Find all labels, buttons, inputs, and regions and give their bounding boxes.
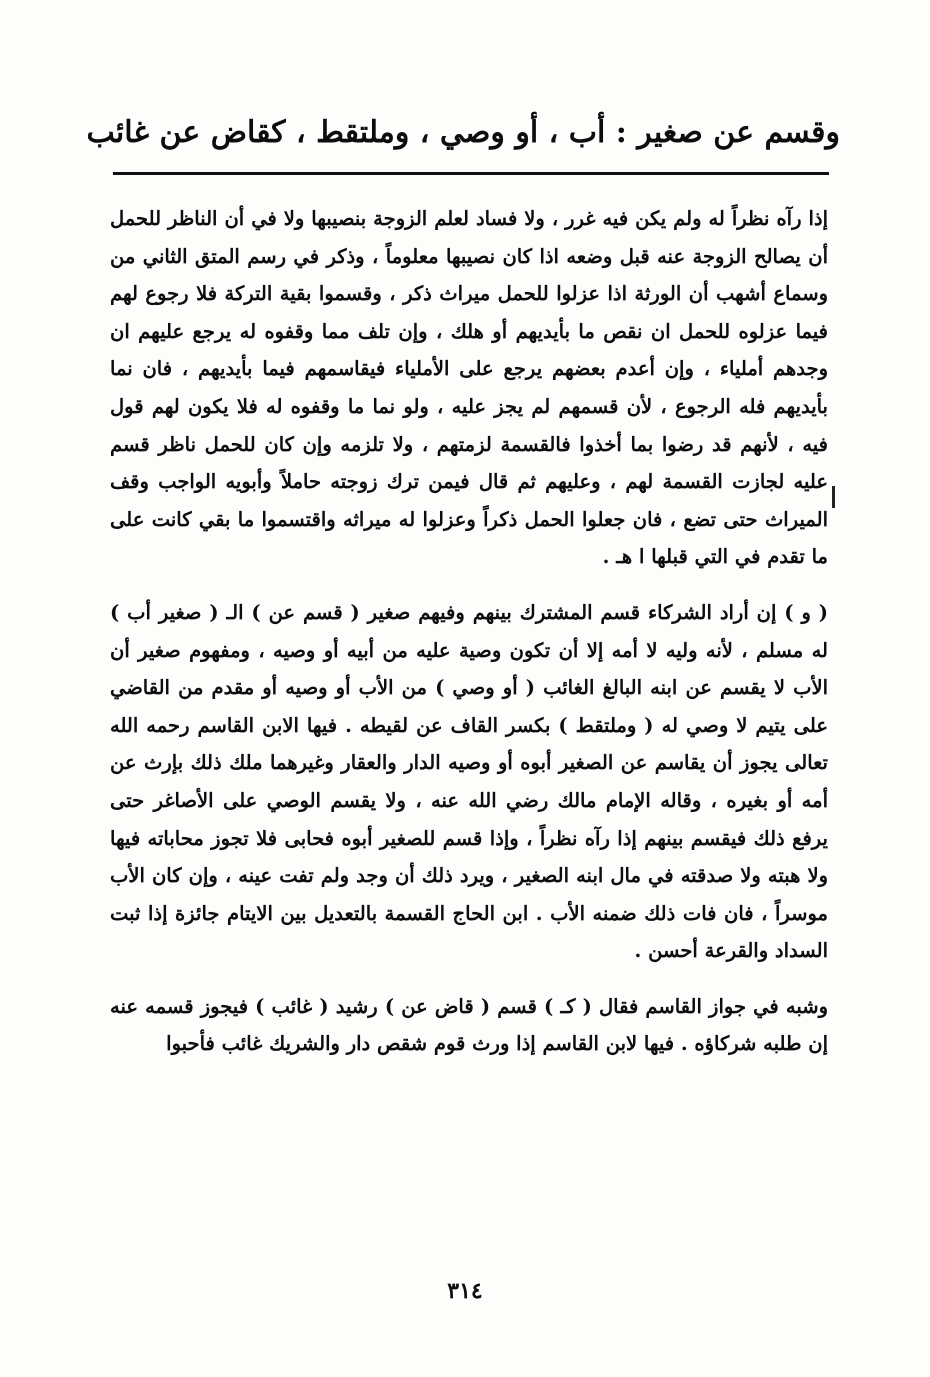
page-number: ٣١٤ bbox=[447, 1278, 483, 1304]
commentary-body bbox=[110, 200, 828, 1063]
commentary-paragraph-3: وشبه في جواز القاسم فقال ( كـ ) قسم ( قاض عن ) رشيد ( غائب ) فيجوز قسمه عنه إن طلبه شركاؤه . فيها لابن القاسم إذا ورث قوم شقص دار والشريك غائب فأحبوا bbox=[110, 994, 828, 1056]
commentary-paragraph-2: ( و ) إن أراد الشركاء قسم المشترك بينهم وفيهم صغير ( قسم عن ) الـ ( صغير أب ) له مسلم ، لأنه وليه لا أمه إلا أن تكون وصية عليه من أبيه أو وصيه ، ومفهوم صغير أن الأب لا يقسم عن ابنه البالغ الغائب ( أو وصي ) من الأب أو وصيه أو مقدم من القاضي على يتيم لا وصي له ( وملتقط ) بكسر القاف عن لقيطه . فيها الابن القاسم رحمه الله تعالى يجوز أن يقاسم عن الصغير أبوه أو وصيه الدار والعقار وغيرهما ملك ذلك بإرث عن أمه أو بغيره ، وقاله الإمام مالك رضي الله عنه ، ولا يقسم الوصي على الأصاغر حتى يرفع ذلك فيقسم بينهم إذا رآه نظراً ، وإذا قسم للصغير أبوه فحابى فلا تجوز محاباته فيها ولا هبته ولا صدقته في مال ابنه الصغير ، ويرد ذلك أن وجد ولم تفت عينه ، وإن كان الأب موسراً ، فان فات ذلك ضمنه الأب . ابن الحاج القسمة بالتعديل بين الايتام جائزة إذا ثبت السداد والقرعة أحسن . bbox=[110, 600, 828, 963]
poem-verse-header: وقسم عن صغير : أب ، أو وصي ، وملتقط ، كقاض عن غائب bbox=[86, 115, 840, 150]
margin-mark bbox=[832, 486, 835, 508]
header-divider-rule bbox=[113, 172, 829, 175]
commentary-paragraph-1: إذا رآه نظراً له ولم يكن فيه غرر ، ولا فساد لعلم الزوجة بنصيبها ولا في أن الناظر للحمل أن يصالح الزوجة عنه قبل وضعه اذا كان نصيبها معلوماً ، وذكر في رسم المتق الثاني من وسماع أشهب أن الورثة اذا عزلوا للحمل ميراث ذكر ، وقسموا بقية التركة فلا رجوع لهم فيما عزلوه للحمل ان نقص ما بأيديهم أو هلك ، وإن تلف مما وقفوه له يرجع عليهم ان وجدهم أملياء ، وإن أعدم بعضهم يرجع على الأملياء فيقاسمهم فيما بأيديهم ، فان نما بأيديهم فله الرجوع ، لأن قسمهم لم يجز عليه ، ولو نما ما وقفوه له فلا يكون لهم قول فيه ، لأنهم قد رضوا بما أخذوا فالقسمة لزمتهم ، ولا تلزمه وإن كان للحمل ناظر قسم عليه لجازت القسمة لهم ، وعليهم ثم قال فيمن ترك زوجته حاملاً وأبويه الواجب وقف الميراث حتى تضع ، فان جعلوا الحمل ذكراً وعزلوا له ميراثه واقتسموا ما بقي كانت على ما تقدم في التي قبلها ا هـ . bbox=[110, 207, 828, 569]
